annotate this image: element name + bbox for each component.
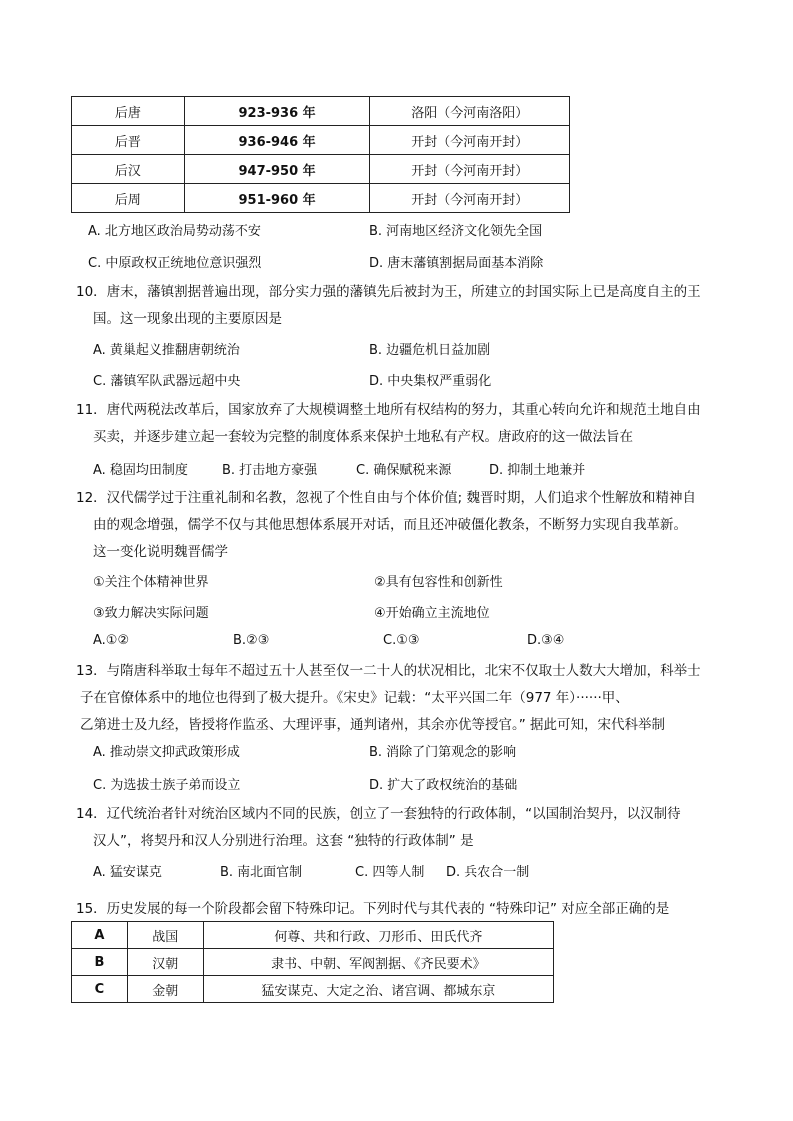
q13-stem-line1: 13．与隋唐科举取士每年不超过五十人甚至仅一二十人的状况相比，北宋不仅取士人数大大增加，科举士 bbox=[76, 663, 701, 679]
table-row bbox=[72, 949, 554, 976]
table-cell: 后晋 bbox=[72, 126, 185, 155]
q13-option-d: D. 扩大了政权统治的基础 bbox=[369, 778, 518, 793]
q10-stem-line2: 国。这一现象出现的主要原因是 bbox=[93, 311, 282, 327]
q12-option-d: D.③④ bbox=[527, 633, 565, 648]
q14-stem-line2: 汉人”，将契丹和汉人分别进行治理。这套 “独特的行政体制” 是 bbox=[93, 833, 474, 849]
table-cell: 开封（今河南开封） bbox=[370, 155, 570, 184]
table-cell: B bbox=[72, 949, 128, 976]
q12-statement-1: ①关注个体精神世界 bbox=[93, 575, 209, 590]
q12-statement-4: ④开始确立主流地位 bbox=[374, 606, 490, 621]
table-row bbox=[72, 97, 570, 126]
q13-stem-line3: 乙第进士及九经，皆授将作监丞、大理评事，通判诸州，其余亦优等授官。” 据此可知，宋代科举制 bbox=[80, 717, 666, 733]
table-cell: 何尊、共和行政、刀形币、田氏代齐 bbox=[203, 922, 553, 949]
q13-option-a: A. 推动崇文抑武政策形成 bbox=[93, 745, 240, 760]
table-cell: 936-946 年 bbox=[184, 126, 370, 155]
table-cell: A bbox=[72, 922, 128, 949]
table-cell: 隶书、中朝、军阀割据、《齐民要术》 bbox=[203, 949, 553, 976]
q9-option-c: C. 中原政权正统地位意识强烈 bbox=[88, 256, 262, 271]
q11-option-a: A. 稳固均田制度 bbox=[93, 463, 188, 478]
q13-option-b: B. 消除了门第观念的影响 bbox=[369, 745, 517, 760]
q14-stem-line1: 14．辽代统治者针对统治区域内不同的民族，创立了一套独特的行政体制，“以国制治契丹，以汉制待 bbox=[76, 806, 681, 822]
q11-stem-line1: 11．唐代两税法改革后，国家放弃了大规模调整土地所有权结构的努力，其重心转向允许和规范土地自由 bbox=[76, 402, 701, 418]
table-cell: 923-936 年 bbox=[184, 97, 370, 126]
q11-stem-line2: 买卖，并逐步建立起一套较为完整的制度体系来保护土地私有产权。唐政府的这一做法旨在 bbox=[93, 429, 633, 445]
table-cell: 金朝 bbox=[127, 976, 203, 1003]
q12-stem-line1: 12．汉代儒学过于注重礼制和名教，忽视了个性自由与个体价值; 魏晋时期，人们追求个性解放和精神自 bbox=[76, 490, 697, 506]
q13-option-c: C. 为选拔士族子弟而设立 bbox=[93, 778, 241, 793]
q12-statement-2: ②具有包容性和创新性 bbox=[374, 575, 503, 590]
era-marks-table bbox=[71, 921, 554, 1003]
dynasty-capital-table bbox=[71, 96, 570, 213]
table-row bbox=[72, 155, 570, 184]
q10-option-b: B. 边疆危机日益加剧 bbox=[369, 343, 491, 358]
q12-statement-3: ③致力解决实际问题 bbox=[93, 606, 209, 621]
q11-option-c: C. 确保赋税来源 bbox=[356, 463, 452, 478]
table-row bbox=[72, 126, 570, 155]
q10-stem-line1: 10．唐末，藩镇割据普遍出现，部分实力强的藩镇先后被封为王，所建立的封国实际上已是高度自主的王 bbox=[76, 284, 701, 300]
table-cell: 947-950 年 bbox=[184, 155, 370, 184]
q14-option-d: D. 兵农合一制 bbox=[446, 865, 530, 880]
table-cell: 开封（今河南开封） bbox=[370, 126, 570, 155]
q9-option-d: D. 唐末藩镇割据局面基本消除 bbox=[369, 256, 544, 271]
table-cell: 洛阳（今河南洛阳） bbox=[370, 97, 570, 126]
table-cell: 后汉 bbox=[72, 155, 185, 184]
q11-option-d: D. 抑制土地兼并 bbox=[489, 463, 586, 478]
table-cell: 951-960 年 bbox=[184, 184, 370, 213]
q12-option-c: C.①③ bbox=[383, 633, 420, 648]
q12-option-a: A.①② bbox=[93, 633, 130, 648]
table-row bbox=[72, 922, 554, 949]
table-row bbox=[72, 976, 554, 1003]
q14-option-c: C. 四等人制 bbox=[355, 865, 425, 880]
q14-option-b: B. 南北面官制 bbox=[220, 865, 303, 880]
q12-option-b: B.②③ bbox=[233, 633, 270, 648]
q15-stem-line1: 15．历史发展的每一个阶段都会留下特殊印记。下列时代与其代表的 “特殊印记” 对应全部正确的是 bbox=[76, 901, 670, 917]
table-cell: 后唐 bbox=[72, 97, 185, 126]
table-cell: 开封（今河南开封） bbox=[370, 184, 570, 213]
q12-stem-line3: 这一变化说明魏晋儒学 bbox=[93, 544, 228, 560]
q13-stem-line2: 子在官僚体系中的地位也得到了极大提升。《宋史》记载：“太平兴国二年（977 年）······甲、 bbox=[80, 690, 629, 706]
q14-option-a: A. 猛安谋克 bbox=[93, 865, 162, 880]
q10-option-c: C. 藩镇军队武器远超中央 bbox=[93, 374, 241, 389]
table-cell: C bbox=[72, 976, 128, 1003]
q9-option-b: B. 河南地区经济文化领先全国 bbox=[369, 224, 543, 239]
table-cell: 后周 bbox=[72, 184, 185, 213]
q12-stem-line2: 由的观念增强，儒学不仅与其他思想体系展开对话，而且还冲破僵化教条，不断努力实现自我革新。 bbox=[93, 517, 687, 533]
table-cell: 猛安谋克、大定之治、诸宫调、都城东京 bbox=[203, 976, 553, 1003]
table-cell: 汉朝 bbox=[127, 949, 203, 976]
q11-option-b: B. 打击地方豪强 bbox=[222, 463, 318, 478]
table-row bbox=[72, 184, 570, 213]
q10-option-d: D. 中央集权严重弱化 bbox=[369, 374, 492, 389]
q10-option-a: A. 黄巢起义推翻唐朝统治 bbox=[93, 343, 240, 358]
q9-option-a: A. 北方地区政治局势动荡不安 bbox=[88, 224, 261, 239]
table-cell: 战国 bbox=[127, 922, 203, 949]
